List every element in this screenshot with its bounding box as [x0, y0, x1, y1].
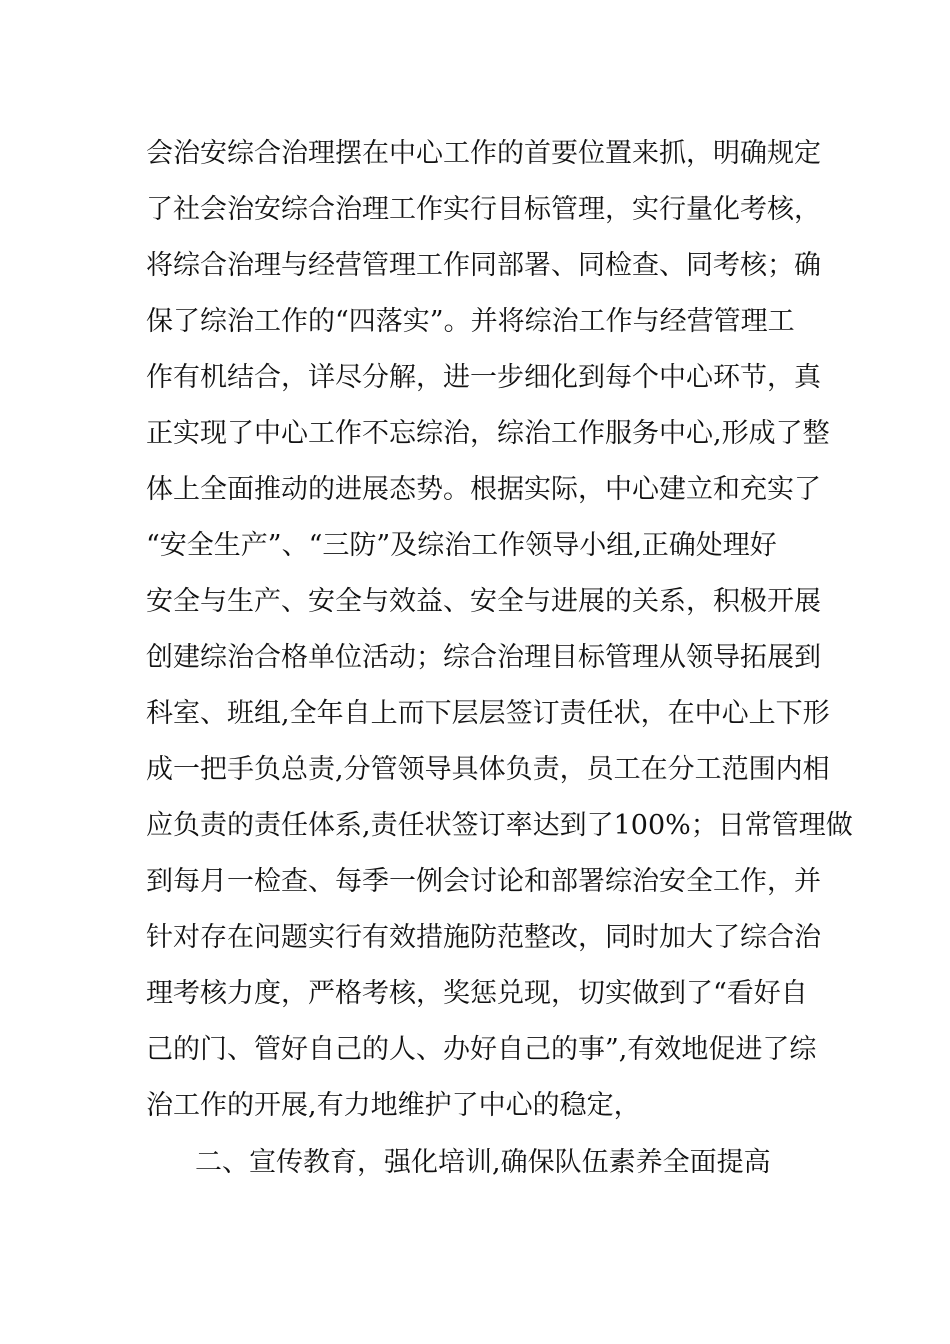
paragraph-line-8: “安全生产”、“三防”及综治工作领导小组,正确处理好: [146, 530, 777, 561]
paragraph-line-1: 会治安综合治理摆在中心工作的首要位置来抓，明确规定: [146, 138, 821, 169]
paragraph-line-6: 正实现了中心工作不忘综治，综治工作服务中心,形成了整: [146, 418, 830, 449]
paragraph-line-17: 己的门、管好自己的人、办好自己的事”,有效地促进了综: [146, 1034, 817, 1065]
section-heading: 二、宣传教育，强化培训,确保队伍素养全面提高: [195, 1147, 771, 1178]
paragraph-line-13: 应负责的责任体系,责任状签订率达到了100%；日常管理做: [146, 810, 853, 841]
paragraph-line-10: 创建综治合格单位活动；综合治理目标管理从领导拓展到: [146, 642, 821, 673]
paragraph-line-4: 保了综治工作的“四落实”。并将综治工作与经营管理工: [146, 306, 795, 337]
paragraph-line-15: 针对存在问题实行有效措施防范整改，同时加大了综合治: [146, 922, 821, 953]
paragraph-line-14: 到每月一检查、每季一例会讨论和部署综治安全工作，并: [146, 866, 821, 897]
paragraph-line-9: 安全与生产、安全与效益、安全与进展的关系，积极开展: [146, 586, 821, 617]
paragraph-line-16: 理考核力度，严格考核，奖惩兑现，切实做到了“看好自: [146, 978, 808, 1009]
paragraph-line-18: 治工作的开展,有力地维护了中心的稳定，: [146, 1090, 641, 1121]
paragraph-line-12: 成一把手负总责,分管领导具体负责，员工在分工范围内相: [146, 754, 830, 785]
paragraph-line-3: 将综合治理与经营管理工作同部署、同检查、同考核；确: [146, 250, 821, 281]
paragraph-line-5: 作有机结合，详尽分解，进一步细化到每个中心环节，真: [146, 362, 821, 393]
paragraph-line-11: 科室、班组,全年自上而下层层签订责任状，在中心上下形: [146, 698, 830, 729]
paragraph-line-7: 体上全面推动的进展态势。根据实际，中心建立和充实了: [146, 474, 821, 505]
paragraph-line-2: 了社会治安综合治理工作实行目标管理，实行量化考核，: [146, 194, 821, 225]
